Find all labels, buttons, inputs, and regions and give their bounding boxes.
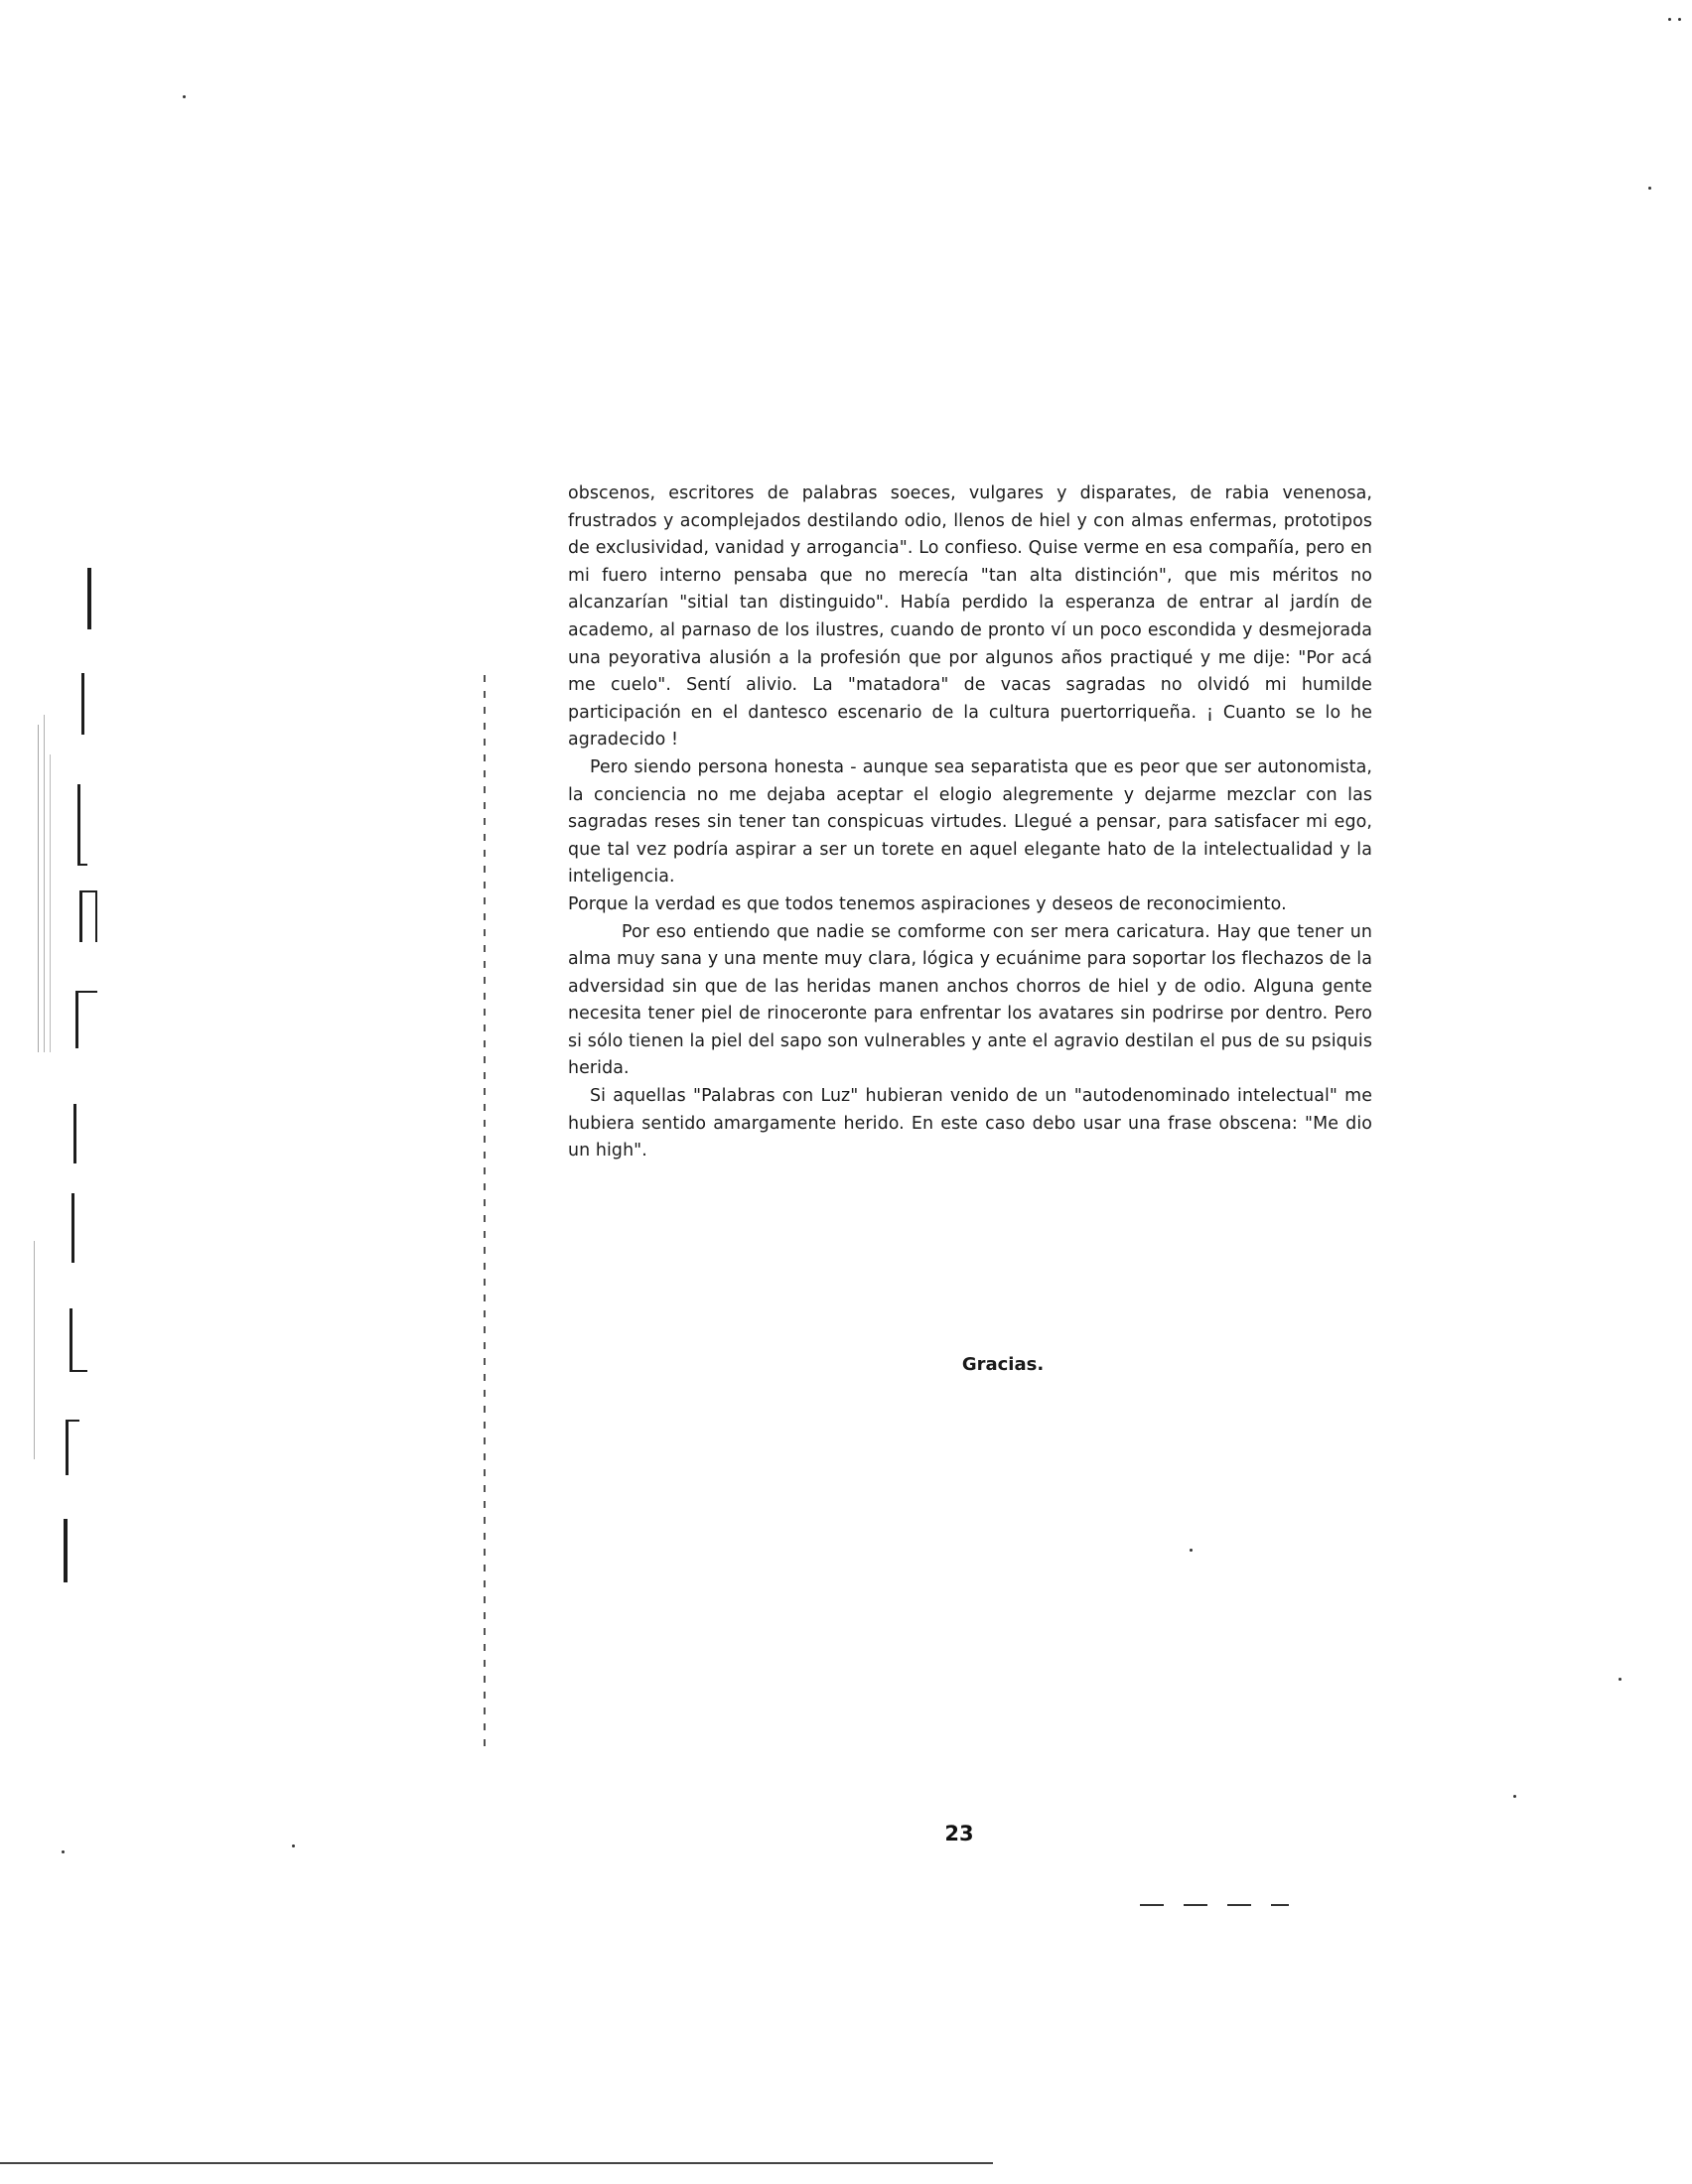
binding-line <box>34 1241 35 1459</box>
scan-speck <box>292 1844 295 1847</box>
scan-dash <box>1140 1904 1289 1906</box>
scan-speck <box>1678 18 1681 21</box>
paragraph-3: Porque la verdad es que todos tenemos aspiraciones y deseos de reconocimiento. <box>568 893 1287 914</box>
binding-line <box>50 754 51 1052</box>
binding-mark <box>66 1420 69 1475</box>
binding-mark <box>87 568 91 629</box>
binding-mark <box>75 991 78 1048</box>
binding-mark <box>71 1193 74 1263</box>
scan-bottom-line <box>0 2162 993 2164</box>
scan-speck <box>1648 187 1651 190</box>
binding-mark <box>77 864 87 866</box>
binding-mark <box>95 890 97 942</box>
closing-signoff: Gracias. <box>961 1354 1045 1375</box>
binding-mark <box>64 1519 68 1582</box>
binding-mark <box>81 673 84 735</box>
binding-line <box>38 725 39 1052</box>
binding-mark <box>79 890 82 942</box>
scan-speck <box>183 95 186 98</box>
binding-mark <box>70 1370 87 1372</box>
scan-speck <box>1190 1549 1193 1552</box>
binding-mark <box>77 784 80 864</box>
body-text <box>568 480 1372 1165</box>
paragraph-4: Por eso entiendo que nadie se comforme con ser mera caricatura. Hay que tener un alma muy sana y una mente muy clara, lógica y ecuánime para soportar los flechazos de la adversidad sin que de las heridas manen anchos chorros de hiel y de odio. Alguna gente necesita tener piel de rinoceronte para enfrentar los avatares sin podrirse por dentro. Pero si sólo tienen la piel del sapo son vulnerables y ante el agravio destilan el pus de su psiquis herida. <box>568 921 1372 1079</box>
paragraph-5: Si aquellas "Palabras con Luz" hubieran venido de un "autodenominado intelectual" me hubiera sentido amargamente herido. En este caso debo usar una frase obscena: "Me dio un high". <box>568 1086 1372 1161</box>
scan-speck <box>1619 1678 1622 1681</box>
binding-mark <box>73 1104 76 1163</box>
binding-mark <box>75 991 97 993</box>
scan-speck <box>1668 18 1671 21</box>
page-number: 23 <box>944 1822 974 1845</box>
paragraph-1: obscenos, escritores de palabras soeces, vulgares y disparates, de rabia venenosa, frustrados y acomplejados destilando odio, llenos de hiel y con almas enfermas, prototipos de exclusividad, vanidad y arrogancia". Lo confieso. Quise verme en esa compañía, pero en mi fuero interno pensaba que no merecía "tan alta distinción", que mis méritos no alcanzarían "sitial tan distinguido". Había perdido la esperanza de entrar al jardín de academo, al parnaso de los ilustres, cuando de pronto ví un poco escondida y desmejorada una peyorativa alusión a la profesión que por algunos años practiqué y me dije: "Por acá me cuelo". Sentí alivio. La "matadora" de vacas sagradas no olvidó mi humilde participación en el dantesco escenario de la cultura puertorriqueña. ¡ Cuanto se lo he agradecido ! <box>568 483 1372 751</box>
scan-speck <box>1513 1795 1516 1798</box>
binding-line <box>44 715 45 1052</box>
scan-dash-column <box>484 675 486 1747</box>
scan-speck <box>62 1850 65 1853</box>
paragraph-2: Pero siendo persona honesta - aunque sea separatista que es peor que ser autonomista, la conciencia no me dejaba aceptar el elogio alegremente y dejarme mezclar con las sagradas reses sin tener tan conspicuas virtudes. Llegué a pensar, para satisfacer mi ego, que tal vez podría aspirar a ser un torete en aquel elegante hato de la intelectualidad y la inteligencia. <box>568 756 1372 887</box>
binding-mark <box>70 1308 72 1370</box>
binding-mark <box>66 1420 79 1422</box>
